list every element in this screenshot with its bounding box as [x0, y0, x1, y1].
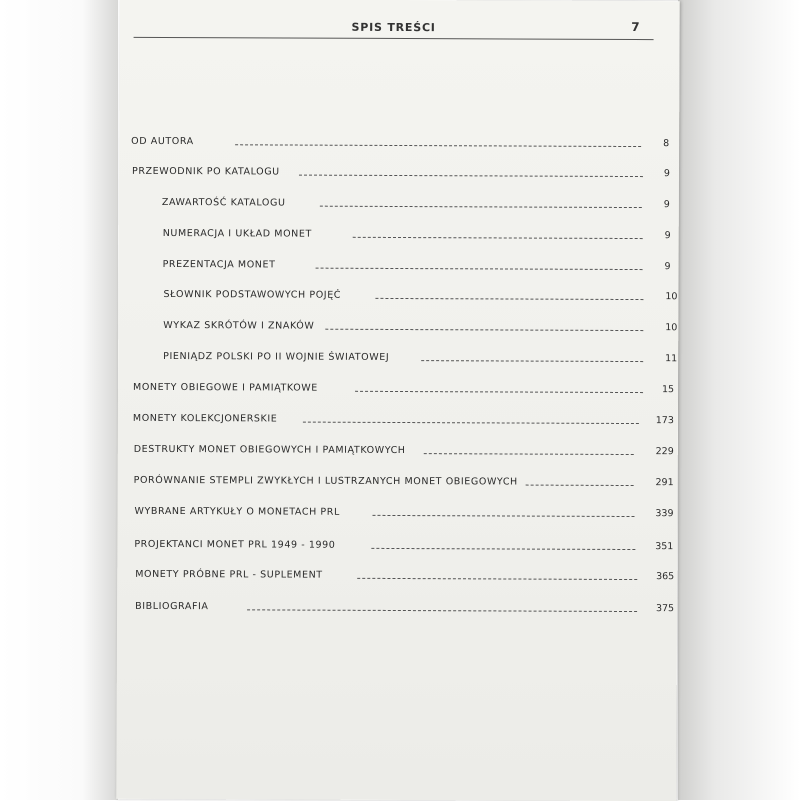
- toc-item-page: 375: [644, 603, 674, 614]
- toc-item-page: 10: [647, 291, 677, 302]
- toc-item-label: PIENIĄDZ POLSKI PO II WOJNIE ŚWIATOWEJ: [163, 351, 389, 363]
- toc-item-label: MONETY PRÓBNE PRL - SUPLEMENT: [135, 569, 323, 581]
- toc-item-label: ZAWARTOŚĆ KATALOGU: [162, 197, 286, 209]
- toc-item-page: 8: [639, 138, 669, 149]
- table-of-contents: [116, 0, 679, 801]
- toc-item-page: 9: [641, 261, 671, 272]
- toc-item-label: WYKAZ SKRÓTÓW I ZNAKÓW: [163, 320, 314, 332]
- toc-item-label: OD AUTORA: [131, 136, 194, 147]
- toc-item-page: 173: [644, 415, 674, 426]
- toc-item-leader: [371, 548, 635, 550]
- toc-item-leader: [424, 453, 634, 455]
- toc-item-label: SŁOWNIK PODSTAWOWYCH POJĘĆ: [163, 289, 341, 301]
- toc-item-leader: [526, 485, 634, 486]
- toc-item-page: 9: [640, 168, 670, 179]
- toc-item-leader: [355, 391, 643, 393]
- toc-item-label: NUMERACJA I UKŁAD MONET: [163, 228, 312, 240]
- toc-item-label: PORÓWNANIE STEMPLI ZWYKŁYCH I LUSTRZANYCH MONET OBIEGOWYCH: [134, 475, 518, 488]
- toc-item-page: 351: [643, 541, 673, 552]
- toc-item-page: 10: [647, 322, 677, 333]
- toc-item-label: BIBLIOGRAFIA: [135, 601, 209, 612]
- toc-item-leader: [299, 175, 643, 178]
- toc-item-leader: [421, 360, 643, 362]
- toc-item-label: WYBRANE ARTYKUŁY O MONETACH PRL: [134, 506, 339, 518]
- page-number: 7: [631, 20, 639, 34]
- toc-item-leader: [357, 578, 637, 580]
- toc-item-label: PRZEWODNIK PO KATALOGU: [132, 166, 280, 178]
- toc-item-leader: [353, 237, 643, 239]
- toc-item-page: 365: [644, 571, 674, 582]
- toc-item-leader: [375, 298, 643, 300]
- book-page: [116, 0, 679, 801]
- toc-item-page: 229: [644, 446, 674, 457]
- toc-item-page: 291: [644, 477, 674, 488]
- toc-item-leader: [247, 609, 637, 612]
- toc-item-leader: [303, 422, 639, 424]
- toc-item-label: PREZENTACJA MONET: [163, 259, 276, 270]
- toc-item-leader: [316, 268, 643, 270]
- toc-item-label: PROJEKTANCI MONET PRL 1949 - 1990: [134, 539, 335, 551]
- background-right: [678, 0, 800, 800]
- toc-item-leader: [325, 329, 643, 331]
- page-title: SPIS TREŚCI: [134, 20, 654, 35]
- toc-item-leader: [235, 144, 641, 147]
- toc-item-page: 15: [644, 384, 674, 395]
- toc-item-label: MONETY KOLEKCJONERSKIE: [133, 413, 278, 425]
- background-left: [0, 0, 118, 800]
- toc-item-page: 11: [647, 353, 677, 364]
- toc-item-page: 9: [641, 230, 671, 241]
- toc-item-page: 9: [640, 199, 670, 210]
- toc-item-label: MONETY OBIEGOWE I PAMIĄTKOWE: [133, 382, 318, 394]
- toc-item-leader: [372, 515, 634, 517]
- toc-item-label: DESTRUKTY MONET OBIEGOWYCH I PAMIĄTKOWYCH: [134, 444, 406, 456]
- toc-item-leader: [320, 206, 642, 208]
- toc-item-page: 339: [643, 508, 673, 519]
